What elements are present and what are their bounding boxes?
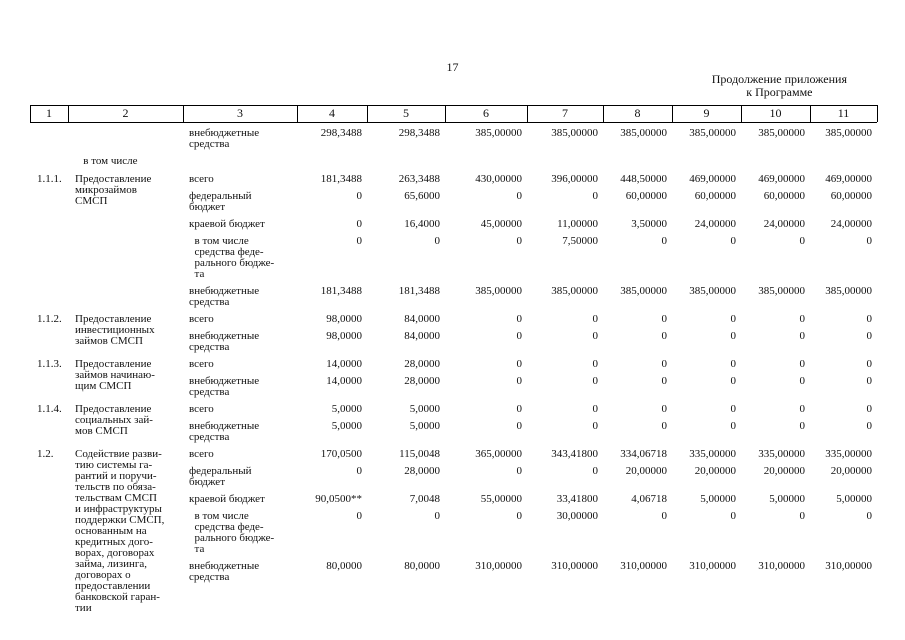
funding-source: всего [189,403,214,415]
value-col-8: 0 [661,330,667,342]
value-col-5: 84,0000 [404,330,440,342]
row-number: 1.1.4. [37,403,62,415]
value-col-7: 310,00000 [551,560,598,572]
value-col-7: 0 [592,403,598,415]
funding-source: федеральный бюджет [189,465,252,488]
column-number-1: 1 [46,106,52,120]
funding-source: федеральный бюджет [189,190,252,213]
value-col-9: 385,00000 [689,285,736,297]
funding-source: в том числе средства феде- рального бюдже- та [194,235,275,280]
table-header-divider [877,105,878,122]
value-col-10: 385,00000 [758,127,805,139]
value-col-6: 0 [516,358,522,370]
value-col-11: 0 [866,235,872,247]
value-col-5: 80,0000 [404,560,440,572]
value-col-11: 385,00000 [825,127,872,139]
value-col-9: 0 [730,375,736,387]
value-col-8: 0 [661,510,667,522]
value-col-11: 60,00000 [830,190,872,202]
row-number: 1.1.3. [37,358,62,370]
value-col-6: 0 [516,190,522,202]
value-col-10: 310,00000 [758,560,805,572]
value-col-7: 11,00000 [557,218,598,230]
value-col-5: 181,3488 [398,285,440,297]
value-col-8: 60,00000 [625,190,667,202]
value-col-5: 28,0000 [404,358,440,370]
page-number: 17 [446,60,459,74]
value-col-11: 20,00000 [830,465,872,477]
row-number: 1.1.1. [37,173,62,185]
value-col-8: 385,00000 [620,285,667,297]
value-col-9: 5,00000 [700,493,736,505]
value-col-4: 5,0000 [331,420,362,432]
value-col-11: 24,00000 [830,218,872,230]
value-col-6: 385,00000 [475,127,522,139]
value-col-7: 343,41800 [551,448,598,460]
value-col-10: 0 [799,403,805,415]
value-col-4: 298,3488 [320,127,362,139]
value-col-6: 365,00000 [475,448,522,460]
value-col-11: 0 [866,358,872,370]
value-col-9: 385,00000 [689,127,736,139]
table-header-border [30,122,877,123]
value-col-9: 0 [730,330,736,342]
value-col-6: 0 [516,375,522,387]
value-col-9: 0 [730,510,736,522]
value-col-9: 0 [730,403,736,415]
value-col-5: 5,0000 [409,403,440,415]
funding-source: краевой бюджет [189,493,265,505]
value-col-4: 98,0000 [326,330,362,342]
row-number: 1.1.2. [37,313,62,325]
column-number-4: 4 [329,106,335,120]
value-col-10: 20,00000 [763,465,805,477]
value-col-5: 5,0000 [409,420,440,432]
value-col-7: 385,00000 [551,127,598,139]
funding-source: внебюджетные средства [189,560,260,583]
value-col-11: 0 [866,510,872,522]
column-number-5: 5 [403,106,409,120]
value-col-5: 298,3488 [398,127,440,139]
value-col-8: 3,50000 [631,218,667,230]
value-col-7: 0 [592,330,598,342]
value-col-10: 335,00000 [758,448,805,460]
value-col-9: 0 [730,358,736,370]
value-col-4: 0 [356,465,362,477]
funding-source: внебюджетные средства [189,375,260,398]
value-col-5: 65,6000 [404,190,440,202]
value-col-10: 5,00000 [769,493,805,505]
value-col-9: 469,00000 [689,173,736,185]
value-col-7: 33,41800 [556,493,598,505]
value-col-5: 16,4000 [404,218,440,230]
value-col-10: 385,00000 [758,285,805,297]
value-col-9: 335,00000 [689,448,736,460]
value-col-6: 0 [516,420,522,432]
value-col-8: 0 [661,403,667,415]
row-name: Предоставление займов начинаю- щим СМСП [75,358,155,392]
column-number-8: 8 [634,106,641,120]
column-number-7: 7 [562,106,568,120]
value-col-10: 469,00000 [758,173,805,185]
funding-source: всего [189,173,214,185]
column-number-6: 6 [483,106,489,120]
value-col-11: 0 [866,375,872,387]
value-col-6: 55,00000 [480,493,522,505]
value-col-10: 0 [799,420,805,432]
row-number: 1.2. [37,448,54,460]
value-col-11: 5,00000 [836,493,872,505]
value-col-4: 5,0000 [331,403,362,415]
funding-source: внебюджетные средства [189,330,260,353]
row-name: Предоставление социальных зай- мов СМСП [75,403,153,437]
value-col-5: 0 [434,235,440,247]
funding-source: всего [189,313,214,325]
funding-source: всего [189,358,214,370]
value-col-7: 385,00000 [551,285,598,297]
value-col-6: 0 [516,330,522,342]
value-col-4: 14,0000 [326,358,362,370]
value-col-5: 115,0048 [399,448,440,460]
value-col-6: 45,00000 [480,218,522,230]
value-col-8: 385,00000 [620,127,667,139]
value-col-4: 90,0500** [315,493,362,505]
value-col-10: 0 [799,510,805,522]
value-col-4: 181,3488 [320,285,362,297]
value-col-4: 0 [356,510,362,522]
column-number-9: 9 [703,106,710,120]
value-col-4: 80,0000 [326,560,362,572]
value-col-8: 20,00000 [625,465,667,477]
value-col-9: 310,00000 [689,560,736,572]
column-number-11: 11 [837,106,850,120]
value-col-11: 310,00000 [825,560,872,572]
value-col-10: 60,00000 [763,190,805,202]
value-col-5: 7,0048 [409,493,440,505]
value-col-7: 0 [592,375,598,387]
value-col-8: 310,00000 [620,560,667,572]
funding-source: внебюджетные средства [189,285,260,308]
value-col-7: 0 [592,358,598,370]
value-col-7: 0 [592,313,598,325]
value-col-4: 0 [356,235,362,247]
value-col-7: 0 [592,465,598,477]
value-col-11: 0 [866,330,872,342]
value-col-4: 14,0000 [326,375,362,387]
value-col-8: 334,06718 [620,448,667,460]
value-col-6: 385,00000 [475,285,522,297]
value-col-8: 0 [661,313,667,325]
value-col-6: 0 [516,313,522,325]
continuation-title: Продолжение приложения к Программе [711,72,847,99]
value-col-11: 469,00000 [825,173,872,185]
column-number-2: 2 [122,106,129,120]
value-col-10: 0 [799,375,805,387]
value-col-4: 181,3488 [320,173,362,185]
value-col-8: 0 [661,358,667,370]
value-col-9: 0 [730,313,736,325]
value-col-8: 0 [661,375,667,387]
value-col-10: 0 [799,330,805,342]
value-col-9: 20,00000 [694,465,736,477]
value-col-9: 0 [730,235,736,247]
value-col-6: 0 [516,235,522,247]
value-col-7: 30,00000 [556,510,598,522]
value-col-4: 170,0500 [320,448,362,460]
value-col-5: 84,0000 [404,313,440,325]
value-col-11: 385,00000 [825,285,872,297]
value-col-10: 0 [799,313,805,325]
value-col-7: 0 [592,190,598,202]
value-col-5: 28,0000 [404,465,440,477]
value-col-4: 0 [356,218,362,230]
value-col-7: 7,50000 [562,235,598,247]
value-col-11: 0 [866,313,872,325]
value-col-6: 310,00000 [475,560,522,572]
value-col-4: 0 [356,190,362,202]
row-name: Предоставление микрозаймов СМСП [75,173,152,207]
value-col-11: 0 [866,403,872,415]
value-col-4: 98,0000 [326,313,362,325]
value-col-10: 24,00000 [763,218,805,230]
column-number-10: 10 [769,106,782,120]
value-col-6: 0 [516,465,522,477]
column-number-3: 3 [237,106,243,120]
value-col-5: 0 [434,510,440,522]
value-col-8: 4,06718 [631,493,667,505]
value-col-10: 0 [799,358,805,370]
value-col-8: 448,50000 [620,173,667,185]
value-col-11: 0 [866,420,872,432]
value-col-8: 0 [661,235,667,247]
value-col-8: 0 [661,420,667,432]
funding-source: краевой бюджет [189,218,265,230]
value-col-6: 430,00000 [475,173,522,185]
funding-source: в том числе средства феде- рального бюдже- та [194,510,275,555]
value-col-7: 396,00000 [551,173,598,185]
funding-source: внебюджетные средства [189,127,260,150]
row-name: в том числе [75,155,138,167]
value-col-9: 24,00000 [694,218,736,230]
value-col-5: 263,3488 [398,173,440,185]
row-name: Предоставление инвестиционных займов СМСП [75,313,155,347]
value-col-9: 60,00000 [694,190,736,202]
value-col-10: 0 [799,235,805,247]
row-name: Содействие разви- тию системы га- рантий и поручи- тельств по обяза- тельствам СМСП и инфраструктуры поддержки СМСП, основанным на кредитных дого- ворах, договорах займа, лизинга, договорах о предоставлении банковской гаран- тии [75,448,165,614]
value-col-9: 0 [730,420,736,432]
funding-source: внебюджетные средства [189,420,260,443]
value-col-11: 335,00000 [825,448,872,460]
value-col-5: 28,0000 [404,375,440,387]
value-col-7: 0 [592,420,598,432]
value-col-6: 0 [516,510,522,522]
value-col-6: 0 [516,403,522,415]
funding-source: всего [189,448,214,460]
